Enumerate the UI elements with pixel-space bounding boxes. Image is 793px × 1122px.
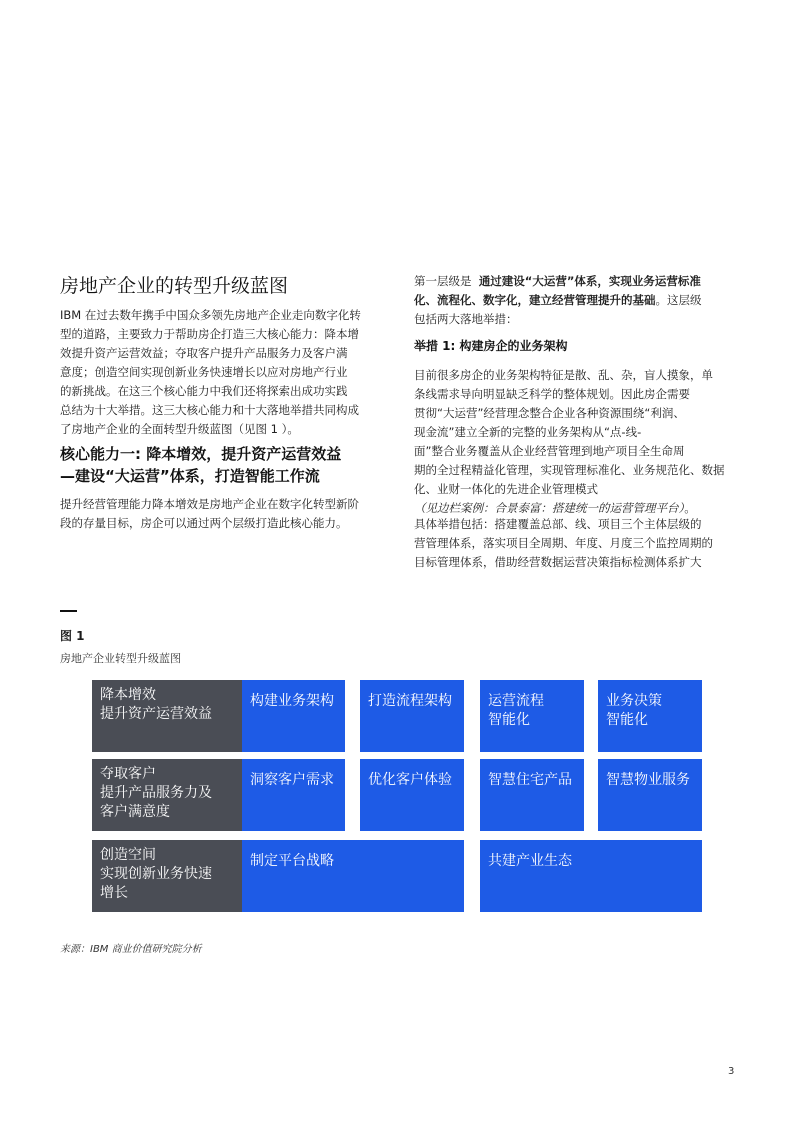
cell-smart-property-service: 智慧物业服务 xyxy=(598,759,702,831)
cell-smart-housing: 智慧住宅产品 xyxy=(480,759,584,831)
right-intro: 第一层级是 通过建设“大运营”体系，实现业务运营标准 化、流程化、数字化，建立经营管理提升的基础。这层级 包括两大落地举措： xyxy=(414,274,702,326)
measure-1-details: 具体举措包括：搭建覆盖总部、线、项目三个主体层级的 营管理体系，落实项目全周期、年度、月度三个监控周期的 目标管理体系，借助经营数据运营决策指标检测体系扩大 xyxy=(414,517,713,569)
cell-intelligent-decisions: 业务决策 智能化 xyxy=(598,680,702,752)
figure-caption: 房地产企业转型升级蓝图 xyxy=(60,652,181,665)
core-capability-1-heading: 核心能力一: 降本增效，提升资产运营效益 —建设“大运营”体系，打造智能工作流 xyxy=(60,445,342,485)
row-label-create-space: 创造空间 实现创新业务快速 增长 xyxy=(92,840,242,912)
cell-platform-strategy: 制定平台战略 xyxy=(242,840,464,912)
sidebar-case-reference: （见边栏案例：合景泰富：搭建统一的运营管理平台） xyxy=(414,501,685,515)
core-capability-1-body: 提升经营管理能力降本增效是房地产企业在数字化转型新阶 段的存量目标，房企可以通过两个层级打造此核心能力。 xyxy=(60,497,359,530)
page-number: 3 xyxy=(728,1066,735,1077)
row-label-cost-efficiency: 降本增效 提升资产运营效益 xyxy=(92,680,242,752)
figure-source: 来源：IBM 商业价值研究院分析 xyxy=(60,944,202,955)
cell-build-process-architecture: 打造流程架构 xyxy=(360,680,464,752)
cell-intelligent-operations: 运营流程 智能化 xyxy=(480,680,584,752)
measure-1-title: 举措 1: 构建房企的业务架构 xyxy=(414,339,568,353)
section-title: 房地产企业的转型升级蓝图 xyxy=(60,275,289,297)
cell-customer-experience: 优化客户体验 xyxy=(360,759,464,831)
cell-customer-insight: 洞察客户需求 xyxy=(242,759,345,831)
measure-1-body: 目前很多房企的业务架构特征是散、乱、杂，盲人摸象，单 条线需求导向明显缺乏科学的整体规划。因此房企需要 贯彻“大运营”经营理念整合企业各种资源围绕“利润、 现金流”建立全新的完整的业务架构从“点-线- 面”整合业务覆盖从企业经营管理到地产项目全生命周 期的全过程精益化管理，实现管理标准化、业务规范化、数据 化、业财一体化的先进企业管理模式 （见边栏案例：合景泰富：搭建统一的运营管理平台）。 xyxy=(414,368,725,515)
row-label-win-customers: 夺取客户 提升产品服务力及 客户满意度 xyxy=(92,759,242,831)
figure-number: 图 1 xyxy=(60,629,85,643)
intro-paragraph: IBM 在过去数年携手中国众多领先房地产企业走向数字化转 型的道路，主要致力于帮助房企打造三大核心能力：降本增 效提升资产运营效益；夺取客户提升产品服务力及客户满 意度；创造空间实现创新业务快速增长以应对房地产行业 的新挑战。在这三个核心能力中我们还将探索出成功实践 总结为十大举措。这三大核心能力和十大落地举措共同构成 了房地产企业的全面转型升级蓝图（见图 1 ）。 xyxy=(60,308,361,436)
cell-build-business-architecture: 构建业务架构 xyxy=(242,680,345,752)
cell-industry-ecosystem: 共建产业生态 xyxy=(480,840,702,912)
figure-rule xyxy=(60,610,77,612)
